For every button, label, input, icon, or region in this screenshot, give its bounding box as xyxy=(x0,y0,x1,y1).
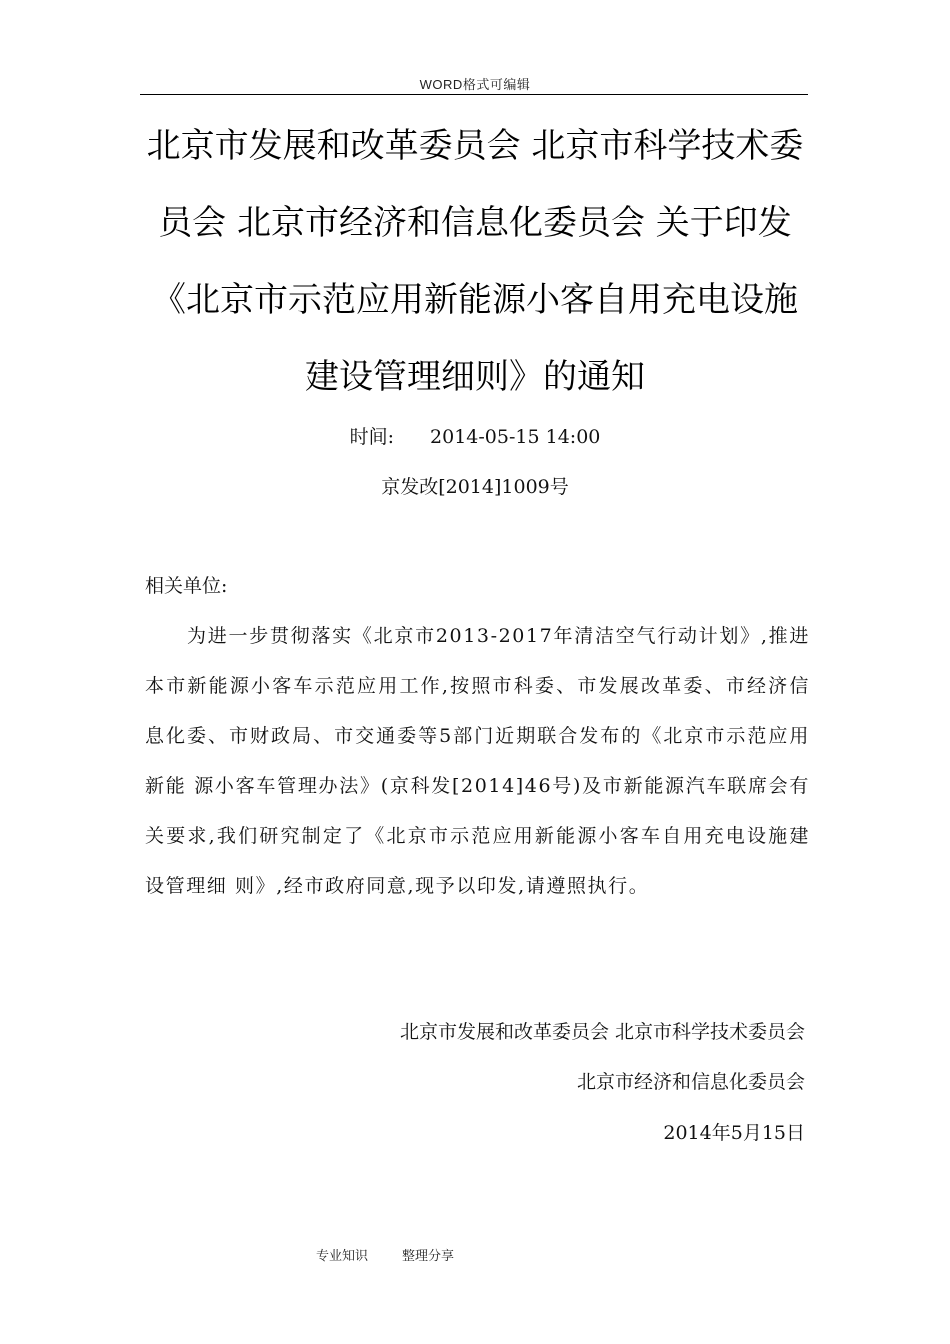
document-number: 京发改[2014]1009号 xyxy=(381,476,569,498)
header-divider xyxy=(140,94,808,95)
signature-line-1: 北京市发展和改革委员会 北京市科学技术委员会 xyxy=(399,1021,805,1043)
signature-date: 2014年5月15日 xyxy=(663,1122,805,1144)
time-label: 时间: xyxy=(349,426,395,448)
page-footer xyxy=(316,1245,454,1264)
time-value: 2014-05-15 14:00 xyxy=(430,426,601,448)
body-paragraph: 为进一步贯彻落实《北京市2013-2017年清洁空气行动计划》,推进本市新能源小客车示范应用工作,按照市科委、市发展改革委、市经济信息化委、市财政局、市交通委等5部门近期联合发布的《北京市示范应用新能 源小客车管理办法》(京科发[2014]46号)及市新能源汽车联席会有关要求,我们研究制定了《北京市示范应用新能源小客车自用充电设施建设管理细 则》,经市政府同意,现予以印发,请遵照执行。 xyxy=(145,625,810,897)
salutation: 相关单位: xyxy=(145,575,228,597)
footer-left-text: 专业知识 xyxy=(316,1248,369,1263)
publish-time xyxy=(0,422,950,449)
page-header-text: WORD格式可编辑 xyxy=(419,77,531,92)
document-title: 北京市发展和改革委员会 北京市科学技术委员会 北京市经济和信息化委员会 关于印发《北京市示范应用新能源小客自用充电设施建设管理细则》的通知 xyxy=(146,126,804,397)
footer-right-text: 整理分享 xyxy=(402,1248,455,1263)
signature-line-2: 北京市经济和信息化委员会 xyxy=(576,1071,805,1093)
